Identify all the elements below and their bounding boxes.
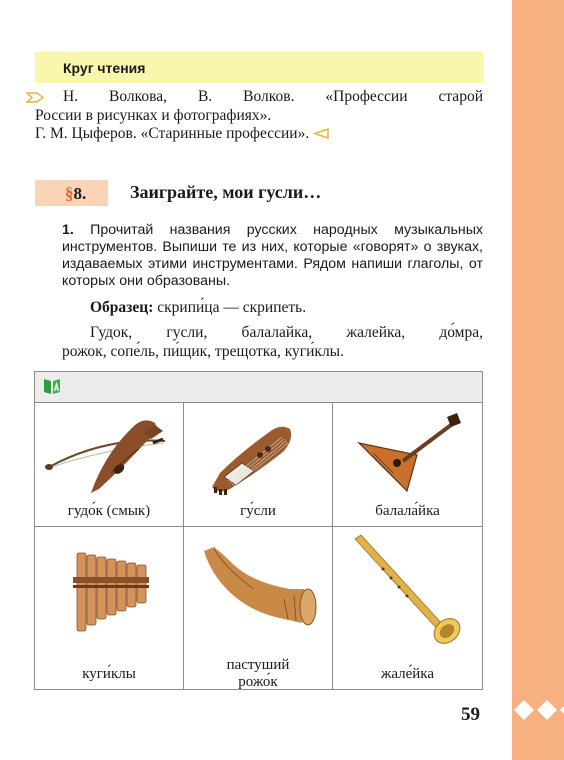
instrument-name-zhaleika: жале́йка	[380, 666, 435, 682]
diamond-ornament	[512, 703, 564, 717]
instrument-name-horn-line2: рожо́к	[238, 674, 278, 690]
reading-item-1-line1: Н. Волкова, В. Волков. «Профессии старой	[63, 88, 483, 105]
instruments-illustration-panel	[34, 371, 483, 690]
exercise-text	[62, 222, 483, 290]
exercise-number: 1.	[62, 222, 74, 238]
reading-item-1-line2: России в рисунках и фотографиях».	[35, 106, 272, 124]
instrument-name-balalaika: балала́йка	[375, 503, 440, 519]
instrument-name-gudok: гудо́к (смык)	[67, 503, 151, 519]
gusli-icon	[184, 403, 333, 503]
zhaleika-icon	[333, 527, 482, 657]
section-sign: §	[65, 184, 74, 203]
section-title: Заиграйте, мои гусли…	[130, 182, 322, 202]
instrument-name-horn	[184, 657, 332, 691]
gudok-icon	[35, 403, 184, 503]
word-list-line2: рожок, сопе́ль, пи́щик, трещотка, куги́клы.	[62, 342, 344, 360]
instrument-card-gusli	[184, 403, 333, 527]
reading-circle-heading: Круг чтения	[35, 52, 483, 83]
instrument-card-balalaika	[333, 403, 482, 527]
section-number-badge	[35, 180, 108, 206]
instrument-word-list	[62, 324, 483, 361]
instrument-name-gusli: гу́сли	[240, 503, 276, 519]
reading-list	[35, 88, 483, 144]
example-line	[90, 299, 306, 317]
arrow-right-icon	[26, 92, 44, 103]
instrument-name-horn-line1: пастуший	[226, 657, 290, 673]
panel-header	[35, 372, 482, 403]
kugikly-icon	[35, 527, 184, 657]
page-number: 59	[461, 704, 480, 725]
reading-item-2: Г. М. Цыферов. «Старинные профессии».	[35, 125, 310, 142]
instrument-name-kugikly: куги́клы	[82, 666, 136, 682]
section-number: 8.	[73, 184, 87, 203]
instrument-card-kugikly	[35, 527, 184, 690]
instrument-card-gudok	[35, 403, 184, 527]
balalaika-icon	[333, 403, 482, 503]
page-edge-strip	[512, 0, 564, 760]
example-text: скрипи́ца — скрипеть.	[153, 299, 307, 316]
word-list-line1: Гудок, гусли, балалайка, жалейка, до́мра,	[90, 324, 483, 341]
book-icon	[42, 377, 62, 395]
instrument-card-horn	[184, 527, 333, 690]
arrow-left-icon	[313, 128, 329, 139]
exercise-instruction: Прочитай названия русских народных музыкальных инструментов. Выпиши те из них, которые «говорят» о звуках, издаваемых этими инструментами. Рядом напиши глаголы, от которых они образованы.	[62, 222, 483, 289]
horn-icon	[184, 527, 333, 657]
example-label: Образец:	[90, 299, 154, 316]
instrument-card-zhaleika	[333, 527, 482, 690]
